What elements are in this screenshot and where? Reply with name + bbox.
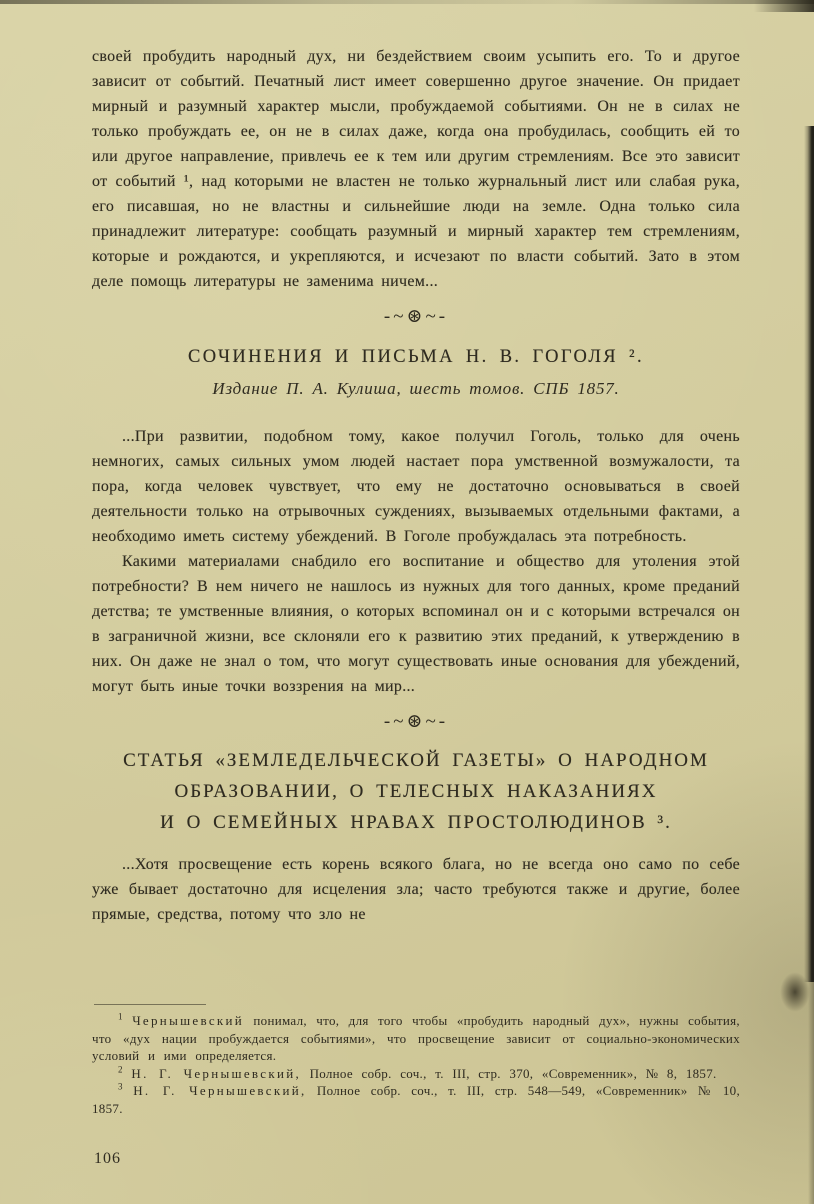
article1-title: СОЧИНЕНИЯ И ПИСЬМА Н. В. ГОГОЛЯ ². [187,347,645,367]
article1-subtitle: Издание П. А. Кулиша, шесть томов. СПБ 1857. [212,379,620,398]
footnote-1 [92,1012,740,1065]
footnote-marker: 2 [118,1064,123,1075]
ornament-divider: -~⊛~- [383,711,449,732]
scan-corner-top-right [754,0,814,12]
article2-title [92,745,740,838]
article2-title-line: ОБРАЗОВАНИИ, О ТЕЛЕСНЫХ НАКАЗАНИЯХ [174,781,658,802]
footnote-2 [92,1065,740,1083]
footnote-text: Полное собр. соч., т. III, стр. 548—549, «Современник» № 10, 1857. [92,1083,740,1116]
footnote-text: понимал, что, для того чтобы «пробудить народный дух», нужны события, что «дух нации пробуждается событиями», что просвещение зависит от социально-экономических условий и ими определяется. [92,1013,740,1063]
article1-paragraph-1: ...При развитии, подобном тому, какое получил Гоголь, только для очень немногих, самых сильных умом людей настает пора умственной возмужалости, та пора, когда человек чувствует, что ему не достаточно основываться в своей деятельности только на отрывочных суждениях, вызываемых отдельными фактами, а необходимо иметь систему убеждений. В Гоголе пробуждалась эта потребность. [92,428,740,545]
article2-title-line: И О СЕМЕЙНЫХ НРАВАХ ПРОСТОЛЮДИНОВ ³. [160,812,672,833]
footnote-author: Чернышевский [132,1013,245,1028]
article2-paragraph-1: ...Хотя просвещение есть корень всякого блага, но не всегда оно само по себе уже бывает достаточно для исцеления зла; часто требуются также и другие, более прямые, средства, потому что зло не [92,856,740,923]
footnote-marker: 1 [118,1011,123,1022]
article2-title-line: СТАТЬЯ «ЗЕМЛЕДЕЛЬЧЕСКОЙ ГАЗЕТЫ» О НАРОДНОМ [123,750,709,771]
footnote-text: Полное собр. соч., т. III, стр. 370, «Современник», № 8, 1857. [301,1065,717,1081]
continuation-paragraph: своей пробудить народный дух, ни бездействием своим усыпить его. То и другое зависит от событий. Печатный лист имеет совершенно другое значение. Он придает мирный и разумный характер мысли, пробуждаемой событиями. Он не в силах не только пробуждать ее, он не в силах даже, когда она пробудилась, сообщить ей то или другое направление, привлечь ее к тем или другим стремлениям. Все это зависит от событий ¹, над которыми не властен не только журнальный лист или слабая рука, его писавшая, но не властны и сильнейшие люди на земле. Одна только сила принадлежит литературе: сообщать разумный и мирный характер тем стремлениям, которые и рождаются, и укрепляются, и исчезают по власти событий. Зато в этом деле помощь литературы не заменима ничем... [92,48,740,290]
footnote-author: Н. Г. Чернышевский, [133,1083,307,1098]
scan-edge-right [804,126,814,982]
footnote-3 [92,1082,740,1117]
scan-smudge [780,972,810,1012]
footnotes-section [92,1004,740,1117]
text-column [92,0,740,927]
ornament-divider: -~⊛~- [383,306,449,327]
footnote-marker: 3 [118,1081,123,1092]
article1-paragraph-2: Какими материалами снабдило его воспитание и общество для утоления этой потребности? В нем ничего не нашлось из нужных для того данных, кроме преданий детства; те умственные влияния, о которых вспоминал он и с которыми встречался он в заграничной жизни, все склоняли его к развитию этих преданий, к утверждению в них. Он даже не знал о том, что могут существовать иные основания для убеждений, могут быть иные точки воззрения на мир... [92,553,740,695]
footnote-author: Н. Г. Чернышевский, [131,1065,302,1081]
footnote-rule [94,1004,206,1005]
scan-edge-right-lower [808,980,814,1204]
page-number: 106 [94,1150,121,1167]
